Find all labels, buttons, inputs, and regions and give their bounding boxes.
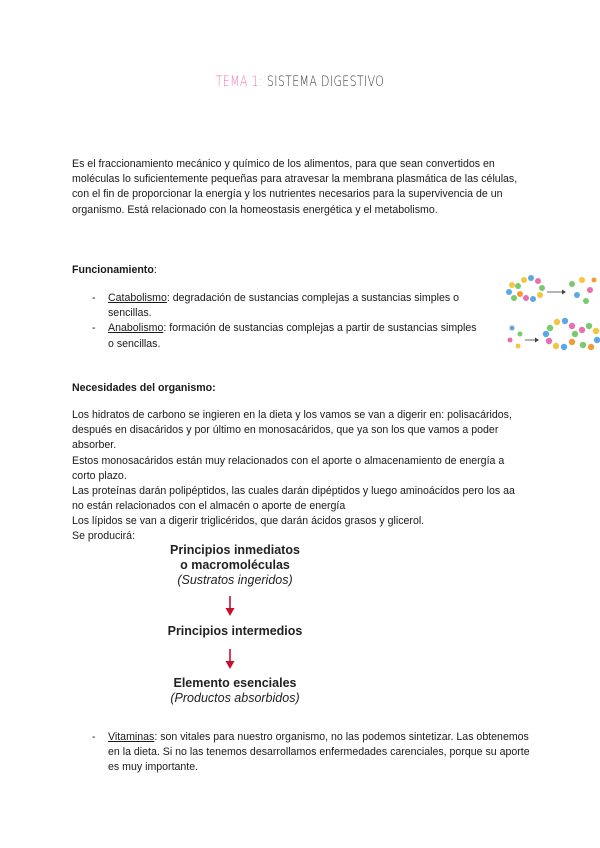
molecule-chain-bottom xyxy=(543,318,600,350)
funcionamiento-heading xyxy=(72,264,157,276)
arrowhead-catabolism-icon xyxy=(562,290,566,295)
flow-arrow-down-icon xyxy=(223,595,237,617)
flow-step-1-line1: Principios inmediatos xyxy=(170,543,300,557)
intro-paragraph: Es el fraccionamiento mecánico y químico de los alimentos, para que sean convertidos en moléculas lo suficientemente pequeñas para atravesar la membrana plasmática de las células, con el fin de proporcionar la energía y los nutrientes necesarios para la supervivencia de un organismo. Está relacionado con la homeostasis energética y el metabolismo. xyxy=(72,158,518,216)
page-title xyxy=(66,74,534,90)
title-accent: TEMA 1: xyxy=(215,74,264,90)
necesidades-p1: Los hidratos de carbono se ingieren en la dieta y los vamos se van a digerir en: polisacáridos, después en disacáridos y por último en monosacáridos, que ya son los que vamos a poder absorber. xyxy=(72,409,512,452)
term-vitaminas: Vitaminas xyxy=(108,731,155,743)
list-item-catabolismo xyxy=(92,291,482,321)
metabolism-illustration xyxy=(500,268,600,362)
necesidades-p2: Estos monosacáridos están muy relacionados con el aporte o almacenamiento de energía a corto plazo. xyxy=(72,455,505,483)
arrowhead-anabolism-icon xyxy=(535,338,539,343)
catabolismo-text: : degradación de sustancias complejas a sustancias simples o sencillas. xyxy=(108,292,459,320)
list-dash: - xyxy=(92,292,96,304)
flow-step-2 xyxy=(140,624,330,639)
flow-step-3-italic: (Productos absorbidos) xyxy=(170,691,300,705)
term-catabolismo: Catabolismo xyxy=(108,292,167,304)
free-molecules-bottom xyxy=(508,326,523,349)
flow-step-3-text: Elemento esenciales xyxy=(173,676,297,690)
flow-arrow-down-icon xyxy=(223,648,237,670)
free-molecules-top xyxy=(569,277,597,304)
flow-step-3 xyxy=(140,676,330,706)
necesidades-heading: Necesidades del organismo: xyxy=(72,382,216,394)
list-dash: - xyxy=(92,731,96,743)
flow-step-1-italic: (Sustratos ingeridos) xyxy=(177,573,293,587)
term-anabolismo: Anabolismo xyxy=(108,322,164,335)
vitaminas-text: : son vitales para nuestro organismo, no las podemos sintetizar. Las obtenemos en la dieta. Si no las tenemos desarrollamos enfermedades carenciales, porque su aporte es muy importante. xyxy=(108,731,530,774)
list-item-anabolismo xyxy=(92,321,482,351)
flow-step-1 xyxy=(140,543,330,588)
funcionamiento-heading-text: Funcionamiento xyxy=(72,264,154,276)
flow-step-2-text: Principios intermedios xyxy=(167,624,303,638)
vitaminas-list xyxy=(92,730,532,776)
title-rest: SISTEMA DIGESTIVO xyxy=(263,74,385,90)
necesidades-p4: Los lípidos se van a digerir triglicéridos, que darán ácidos grasos y glicerol. xyxy=(72,515,425,527)
anabolismo-text: : formación de sustancias complejas a partir de sustancias simples o sencillas. xyxy=(108,322,477,350)
molecule-chain-top xyxy=(506,275,545,302)
flow-step-1-line2: o macromoléculas xyxy=(180,558,290,572)
list-dash: - xyxy=(92,322,96,335)
necesidades-p3: Las proteínas darán polipéptidos, las cuales darán dipéptidos y luego aminoácidos pero los aa no están relacionados con el almacén o aporte de energía xyxy=(72,485,515,513)
funcionamiento-heading-colon: : xyxy=(153,264,157,276)
necesidades-p5: Se producirá: xyxy=(72,530,136,542)
funcionamiento-list xyxy=(92,291,482,352)
list-item-vitaminas xyxy=(92,730,532,776)
